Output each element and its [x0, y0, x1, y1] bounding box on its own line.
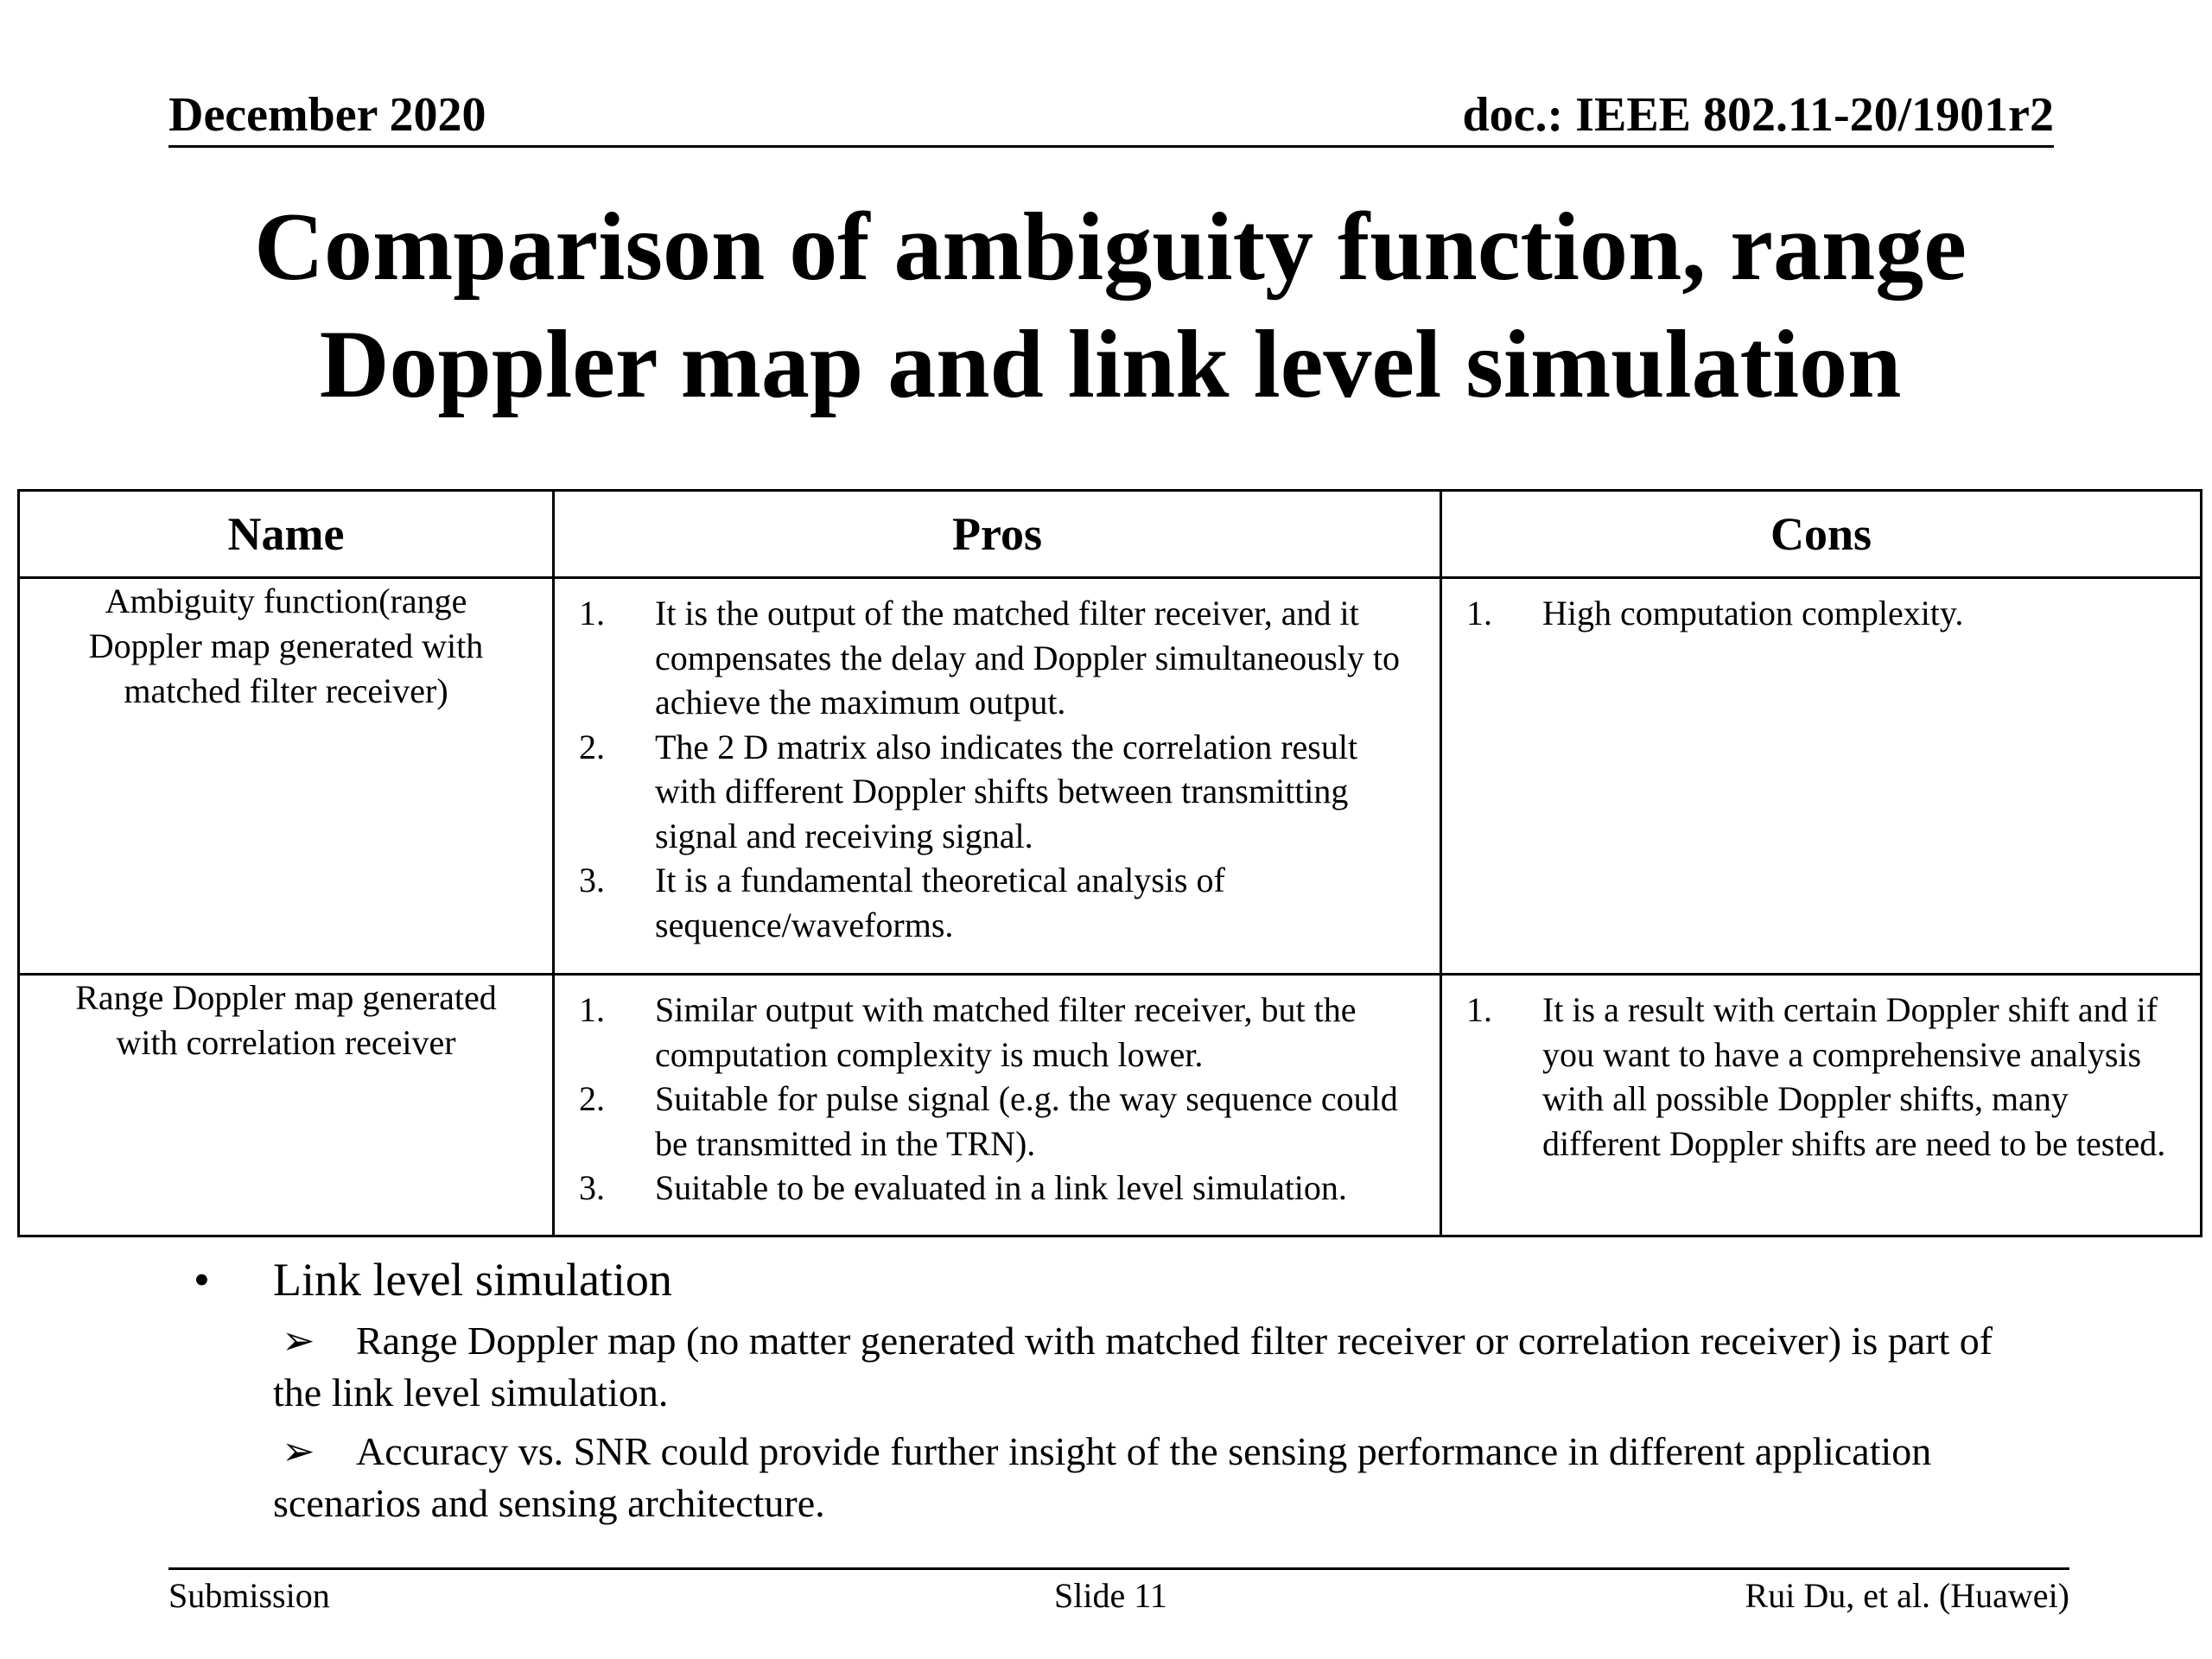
list-item-text: It is a result with certain Doppler shift and if you want to have a comprehensive analysis with all possible Doppler shifts, many different Doppler shifts are need to be tested. [1542, 990, 2166, 1163]
table-row [19, 975, 2202, 1236]
list-item-number: 3. [579, 861, 605, 899]
header-name: Name [19, 491, 554, 578]
bullet-dot-icon: • [194, 1254, 210, 1306]
list-item-number: 1. [1466, 594, 1492, 632]
list-item [572, 858, 1422, 947]
header-date: December 2020 [168, 88, 486, 142]
row-name-cell: Range Doppler map generated with correlation receiver [19, 975, 554, 1236]
list-item [572, 1077, 1422, 1166]
bullet-section [181, 1249, 2048, 1536]
footer-submission: Submission [168, 1576, 330, 1615]
arrow-bullet-icon: ➢ [282, 1319, 315, 1363]
sub-bullet-text: Accuracy vs. SNR could provide further insight of the sensing performance in different application scenarios and sensing architecture. [273, 1429, 1932, 1525]
list-item-number: 1. [1466, 990, 1492, 1029]
comparison-table [17, 489, 2202, 1237]
list-item-number: 2. [579, 727, 605, 766]
footer-slide-number: Slide 11 [1054, 1576, 1167, 1615]
list-item-text: It is a fundamental theoretical analysis of sequence/waveforms. [655, 861, 1225, 944]
header-doc-id: doc.: IEEE 802.11-20/1901r2 [1462, 88, 2054, 142]
list-item-text: The 2 D matrix also indicates the correlation result with different Doppler shifts between transmitting signal and receiving signal. [655, 727, 1358, 855]
sub-bullet-item [273, 1426, 2048, 1529]
footer-authors: Rui Du, et al. (Huawei) [1745, 1576, 2069, 1615]
header-cons: Cons [1441, 491, 2202, 578]
list-item-number: 2. [579, 1079, 605, 1118]
table-header-row [19, 491, 2202, 578]
arrow-bullet-icon: ➢ [282, 1429, 315, 1473]
list-item [572, 725, 1422, 859]
list-item-text: High computation complexity. [1542, 594, 1964, 632]
slide-header [168, 85, 2054, 148]
list-item [1459, 591, 2183, 636]
list-item-text: It is the output of the matched filter receiver, and it compensates the delay and Doppler simultaneously to achieve the maximum output. [655, 594, 1401, 721]
list-item [1459, 988, 2183, 1166]
list-item-number: 1. [579, 594, 605, 632]
list-item-number: 1. [579, 990, 605, 1029]
sub-bullet-text: Range Doppler map (no matter generated with matched filter receiver or correlation receiver) is part of the link level simulation. [273, 1319, 1993, 1414]
list-item-text: Suitable to be evaluated in a link level simulation. [655, 1168, 1347, 1207]
list-item-text: Suitable for pulse signal (e.g. the way sequence could be transmitted in the TRN). [655, 1079, 1398, 1163]
slide-title [104, 188, 2117, 423]
table-row [19, 578, 2202, 975]
title-line-1: Comparison of ambiguity function, range [254, 194, 1967, 301]
sub-bullet-item [273, 1315, 2048, 1419]
bullet-text: Link level simulation [273, 1254, 672, 1306]
header-pros: Pros [554, 491, 1441, 578]
title-line-2: Doppler map and link level simulation [319, 311, 1902, 418]
list-item [572, 1166, 1422, 1211]
list-item-number: 3. [579, 1168, 605, 1207]
row-pros-cell [554, 578, 1441, 975]
footer-divider [168, 1567, 2069, 1570]
row-name-cell: Ambiguity function(range Doppler map generated with matched filter receiver) [19, 578, 554, 975]
list-item [572, 988, 1422, 1077]
row-cons-cell [1441, 975, 2202, 1236]
row-cons-cell [1441, 578, 2202, 975]
bullet-item [181, 1249, 2048, 1310]
list-item-text: Similar output with matched filter receiver, but the computation complexity is much lower. [655, 990, 1357, 1074]
list-item [572, 591, 1422, 725]
row-pros-cell [554, 975, 1441, 1236]
